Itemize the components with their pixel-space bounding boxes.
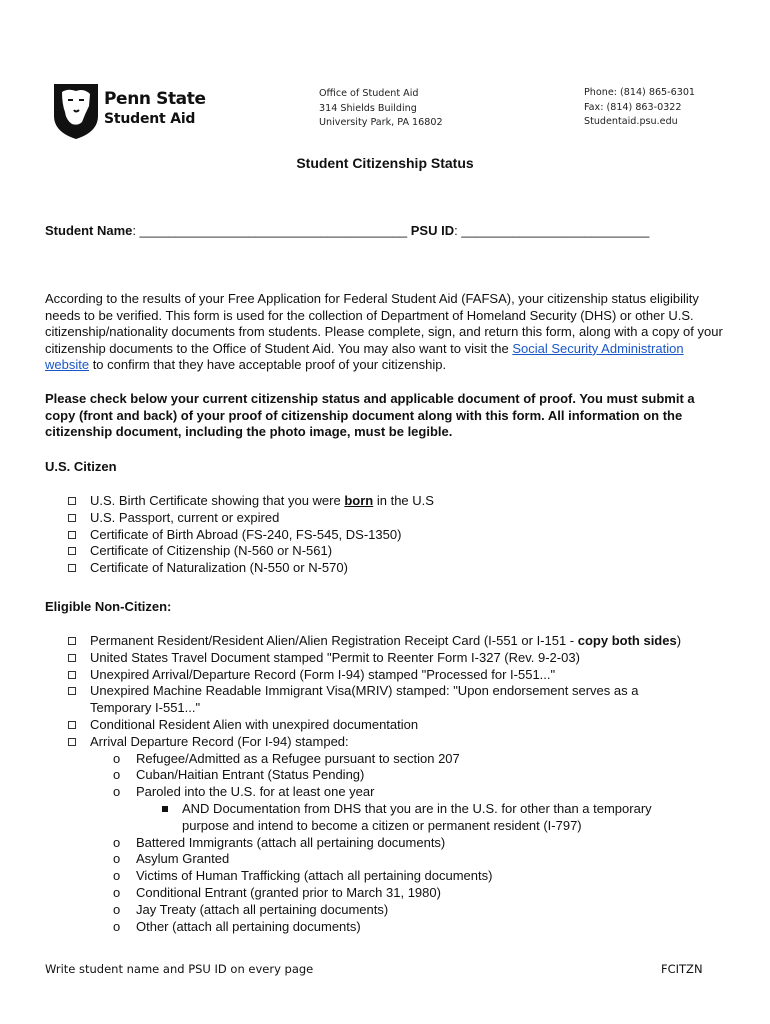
intro-paragraph — [45, 291, 725, 374]
sub-list-item: o Cuban/Haitian Entrant (Status Pending) — [113, 767, 365, 783]
office-name: Office of Student Aid — [319, 88, 419, 99]
checkbox[interactable] — [68, 637, 76, 645]
bullet-o: o — [113, 918, 121, 934]
list-item: Unexpired Machine Readable Immigrant Visa(MRIV) stamped: "Upon endorsement serves as a Temporary I-551..." — [45, 683, 690, 717]
psu-id-field[interactable]: : __________________________ — [454, 223, 650, 238]
list-item: U.S. Passport, current or expired — [45, 510, 735, 527]
checkbox[interactable] — [68, 564, 76, 572]
bullet-o: o — [113, 851, 121, 867]
sub-list-item: o Victims of Human Trafficking (attach all pertaining documents) — [113, 868, 493, 884]
checkbox[interactable] — [68, 514, 76, 522]
sub-list-item: o Asylum Granted — [113, 851, 230, 867]
sub-list-item: o Paroled into the U.S. for at least one year AND Documentation from DHS that you are in the U.S. for other than a temporary purpose and intend to become a citizen or permanent resident (I-797) — [90, 784, 735, 834]
bullet-o: o — [113, 750, 121, 766]
office-address — [319, 87, 443, 131]
i94-sub-list — [90, 751, 735, 936]
list-item: Certificate of Naturalization (N-550 or N-570) — [45, 560, 735, 577]
us-citizen-list — [45, 493, 735, 577]
list-item: Permanent Resident/Resident Alien/Alien Registration Receipt Card (I-551 or I-151 - copy both sides) — [45, 633, 735, 650]
sub-list-item: o Jay Treaty (attach all pertaining documents) — [113, 901, 389, 917]
square-bullet-icon — [162, 806, 168, 812]
sub-sub-list-item: AND Documentation from DHS that you are in the U.S. for other than a temporary purpose and intend to become a citizen or permanent resident (I-797) — [136, 801, 702, 835]
list-item: U.S. Birth Certificate showing that you were born in the U.S — [45, 493, 735, 510]
list-item: Arrival Departure Record (For I-94) stamped: o Refugee/Admitted as a Refugee pursuant to section 207 o Cuban/Haitian Entrant (Status Pending) o Paroled into the U.S. for at least one year AND Documentation from DHS that you are in the U.S. for other than a temporary purpose and intend to become a citizen or permanent resident (I-797) o Battered Immigrants (attach all pertaining documents) o Asylum Granted o Victims of Human Trafficking (attach all pertaining documents) o Conditional Entrant (granted prior to March 31, 1980) o Jay Treaty (attach all pertaining documents) o Other (attach all pertaining documents) — [45, 734, 735, 936]
intro-text: According to the results of your Free Application for Federal Student Aid (FAFSA), your citizenship status eligibility needs to be verified. This form is used for the collection of Department of Homeland Security (DHS) or other U.S. citizenship/nationality documents from students. Please complete, sign, and return this form, along with a copy of your citizenship documents to the Office of Student Aid. You may also want to visit the — [45, 291, 723, 356]
list-item: Certificate of Citizenship (N-560 or N-561) — [45, 543, 735, 560]
list-item: Unexpired Arrival/Departure Record (Form I-94) stamped "Processed for I-551..." — [45, 667, 735, 684]
checkbox[interactable] — [68, 497, 76, 505]
list-item: United States Travel Document stamped "Permit to Reenter Form I-327 (Rev. 9-2-03) — [45, 650, 735, 667]
office-website: Studentaid.psu.edu — [584, 116, 678, 127]
checkbox[interactable] — [68, 547, 76, 555]
bullet-o: o — [113, 868, 121, 884]
student-name-label: Student Name — [45, 223, 133, 238]
us-citizen-heading: U.S. Citizen — [45, 459, 117, 474]
ssa-website-link[interactable]: Social Security Administration website — [45, 340, 684, 373]
sub-list-item: o Other (attach all pertaining documents) — [113, 918, 361, 934]
office-phone: Phone: (814) 865-6301 — [584, 87, 696, 98]
checkbox[interactable] — [68, 687, 76, 695]
office-city: University Park, PA 16802 — [319, 117, 443, 128]
bullet-o: o — [113, 767, 121, 783]
form-code: FCITZN — [661, 962, 703, 976]
checkbox[interactable] — [68, 738, 76, 746]
bullet-o: o — [113, 834, 121, 850]
student-info-line — [45, 223, 649, 238]
psu-id-label: PSU ID — [407, 223, 455, 238]
bullet-o: o — [113, 884, 121, 900]
instructions-paragraph: Please check below your current citizenship status and applicable document of proof. You must submit a copy (front and back) of your proof of citizenship document along with this form. All information on the citizenship document, including the photo image, must be legible. — [45, 391, 695, 440]
logo-wordmark — [104, 89, 206, 129]
list-item: Conditional Resident Alien with unexpired documentation — [45, 717, 735, 734]
office-contact — [584, 86, 695, 130]
bullet-o: o — [113, 784, 121, 800]
non-citizen-heading: Eligible Non-Citizen: — [45, 599, 172, 614]
student-name-field[interactable]: : _____________________________________ — [132, 223, 408, 238]
checkbox[interactable] — [68, 721, 76, 729]
intro-text-after: to confirm that they have acceptable proof of your citizenship. — [89, 357, 447, 373]
sub-list-item: o Conditional Entrant (granted prior to March 31, 1980) — [113, 884, 441, 900]
non-citizen-list — [45, 633, 735, 935]
logo-line-1: Penn State — [104, 89, 206, 109]
sub-list-item: o Refugee/Admitted as a Refugee pursuant to section 207 — [113, 750, 460, 766]
bullet-o: o — [113, 901, 121, 917]
checkbox[interactable] — [68, 531, 76, 539]
sub-list-item: o Battered Immigrants (attach all pertaining documents) — [113, 834, 446, 850]
list-item: Certificate of Birth Abroad (FS-240, FS-545, DS-1350) — [45, 527, 735, 544]
checkbox[interactable] — [68, 671, 76, 679]
page-title: Student Citizenship Status — [296, 155, 474, 171]
office-fax: Fax: (814) 863-0322 — [584, 101, 682, 113]
checkbox[interactable] — [68, 654, 76, 662]
paroled-sub-list — [136, 801, 735, 835]
footer-note: Write student name and PSU ID on every page — [45, 962, 314, 976]
logo-line-2: Student Aid — [104, 111, 196, 127]
office-building: 314 Shields Building — [319, 102, 417, 114]
